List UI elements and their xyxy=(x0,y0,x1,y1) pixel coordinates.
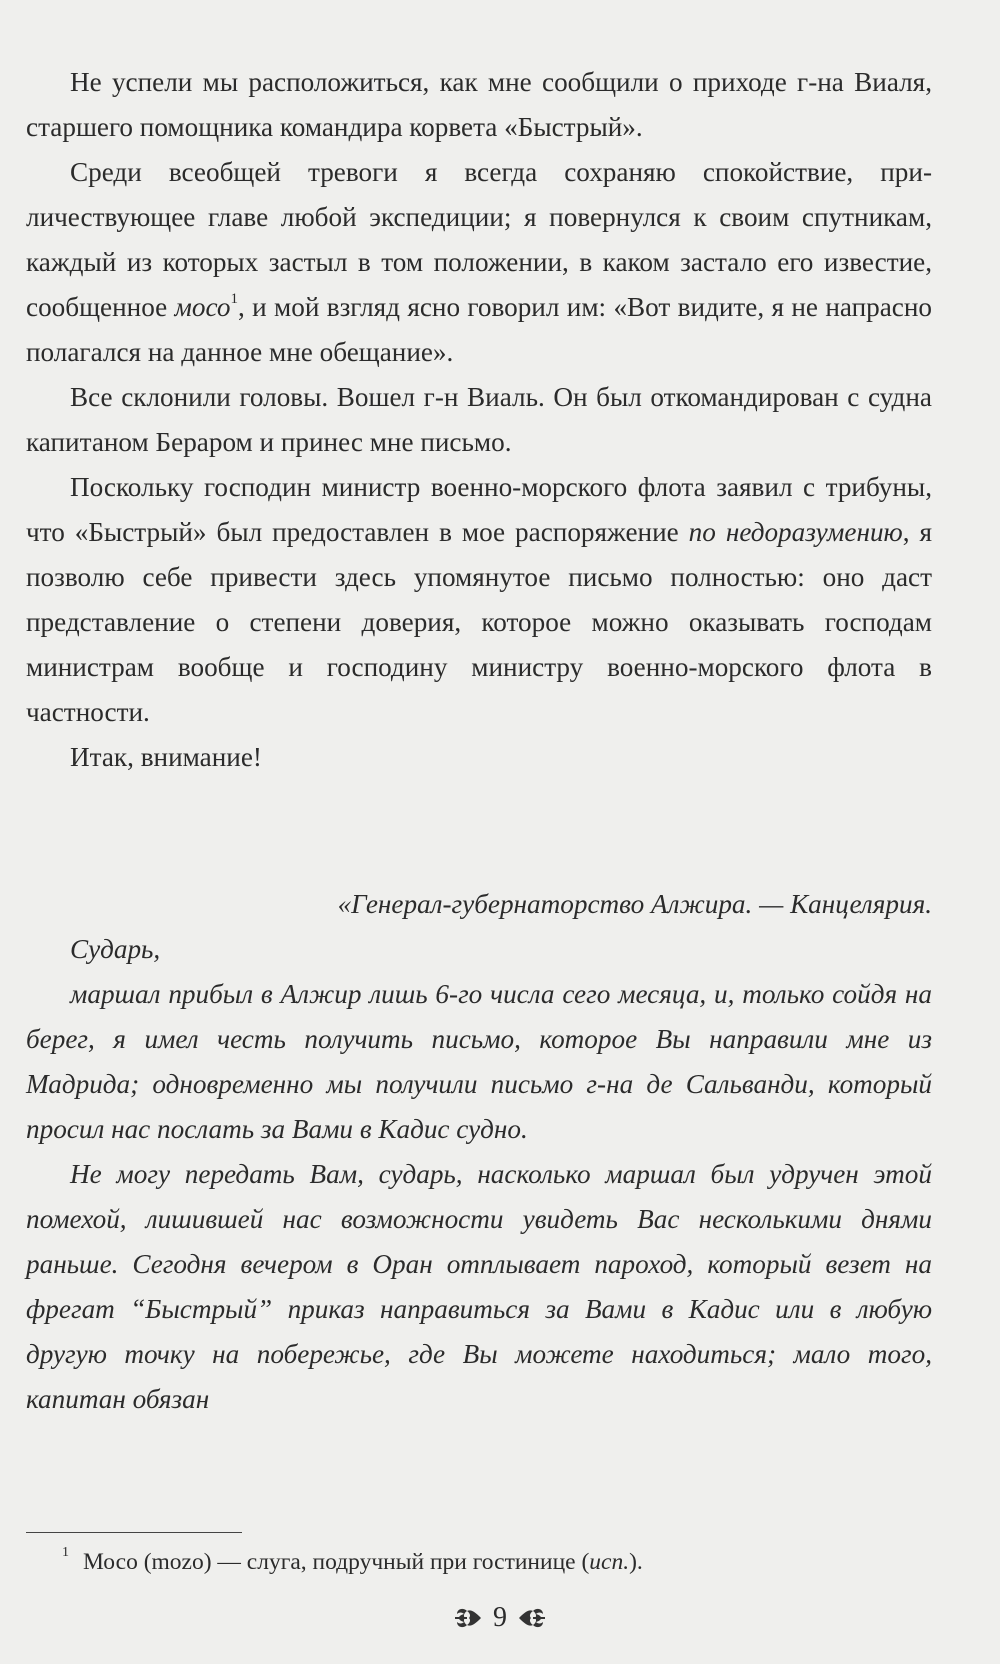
footnote-text-start: Мосо (mozo) — слуга, подручный при гостинице ( xyxy=(83,1549,590,1575)
footnote-italic: исп. xyxy=(589,1549,630,1575)
footnote-reference: 1 xyxy=(230,290,238,307)
letter-salutation: Сударь, xyxy=(70,934,161,964)
paragraph-4-end: , я позволю себе привести здесь упомянутое письмо полностью: оно даст представление о степени доверия, которое можно оказывать господам министрам вообще и господину министру военно-морского флота в частности. xyxy=(26,517,933,727)
footnote-marker: 1 xyxy=(62,1545,69,1561)
footnote-divider xyxy=(26,1532,242,1533)
letter-paragraph-1: маршал прибыл в Алжир лишь 6-го числа сего месяца, и, только сойдя на берег, я имел честь получить письмо, которое Вы направили мне из Мадрида; одновременно мы получили письмо г-на де Сальванди, который просил нас послать за Вами в Кадис судно. xyxy=(26,979,932,1144)
paragraph-3: Все склонили головы. Вошел г-н Виаль. Он был откомандирован с судна капитаном Бераром и принес мне письмо. xyxy=(26,382,932,457)
paragraph-2 xyxy=(26,150,932,375)
fleur-de-lis-icon xyxy=(453,1603,483,1633)
italic-word-moso: мосо xyxy=(174,292,231,322)
paragraph-2-start: Среди всеобщей тревоги я всегда сохраняю спокойствие, приличествующее главе любой экспедиции; я повернулся к своим спутникам, каждый из которых застыл в том положении, в каком застало его известие, сообщенное xyxy=(26,157,932,322)
fleur-de-lis-icon xyxy=(517,1603,547,1633)
paragraph-4 xyxy=(26,465,932,735)
footnote xyxy=(62,1546,643,1578)
letter-heading: «Генерал-губернаторство Алжира. — Канцелярия. xyxy=(337,889,932,919)
footnote-text-end: ). xyxy=(629,1549,643,1575)
italic-phrase: по недоразумению xyxy=(688,517,903,547)
main-text xyxy=(26,60,932,780)
page-number: 9 xyxy=(493,1602,507,1633)
paragraph-5: Итак, внимание! xyxy=(70,742,262,772)
quoted-letter xyxy=(26,882,932,1422)
paragraph-1: Не успели мы расположиться, как мне сообщили о приходе г-на Виаля, старшего помощника командира корвета «Быстрый». xyxy=(26,67,932,142)
page-number-folio xyxy=(0,1602,1000,1634)
paragraph-2-end: , и мой взгляд ясно говорил им: «Вот видите, я не напрасно полагался на данное мне обещание». xyxy=(26,292,933,367)
letter-paragraph-2: Не могу передать Вам, сударь, насколько маршал был удручен этой помехой, лишившей нас возможности увидеть Вас несколькими днями раньше. Сегодня вечером в Оран отплывает пароход, который везет на фрегат “Быстрый” приказ направиться за Вами в Кадис или в любую другую точку на побережье, где Вы можете находиться; мало того, капитан обязан xyxy=(26,1159,932,1414)
paragraph-4-start: Поскольку господин министр военно-морского флота заявил с трибуны, что «Быстрый» был предоставлен в мое распоряжение xyxy=(26,472,932,547)
